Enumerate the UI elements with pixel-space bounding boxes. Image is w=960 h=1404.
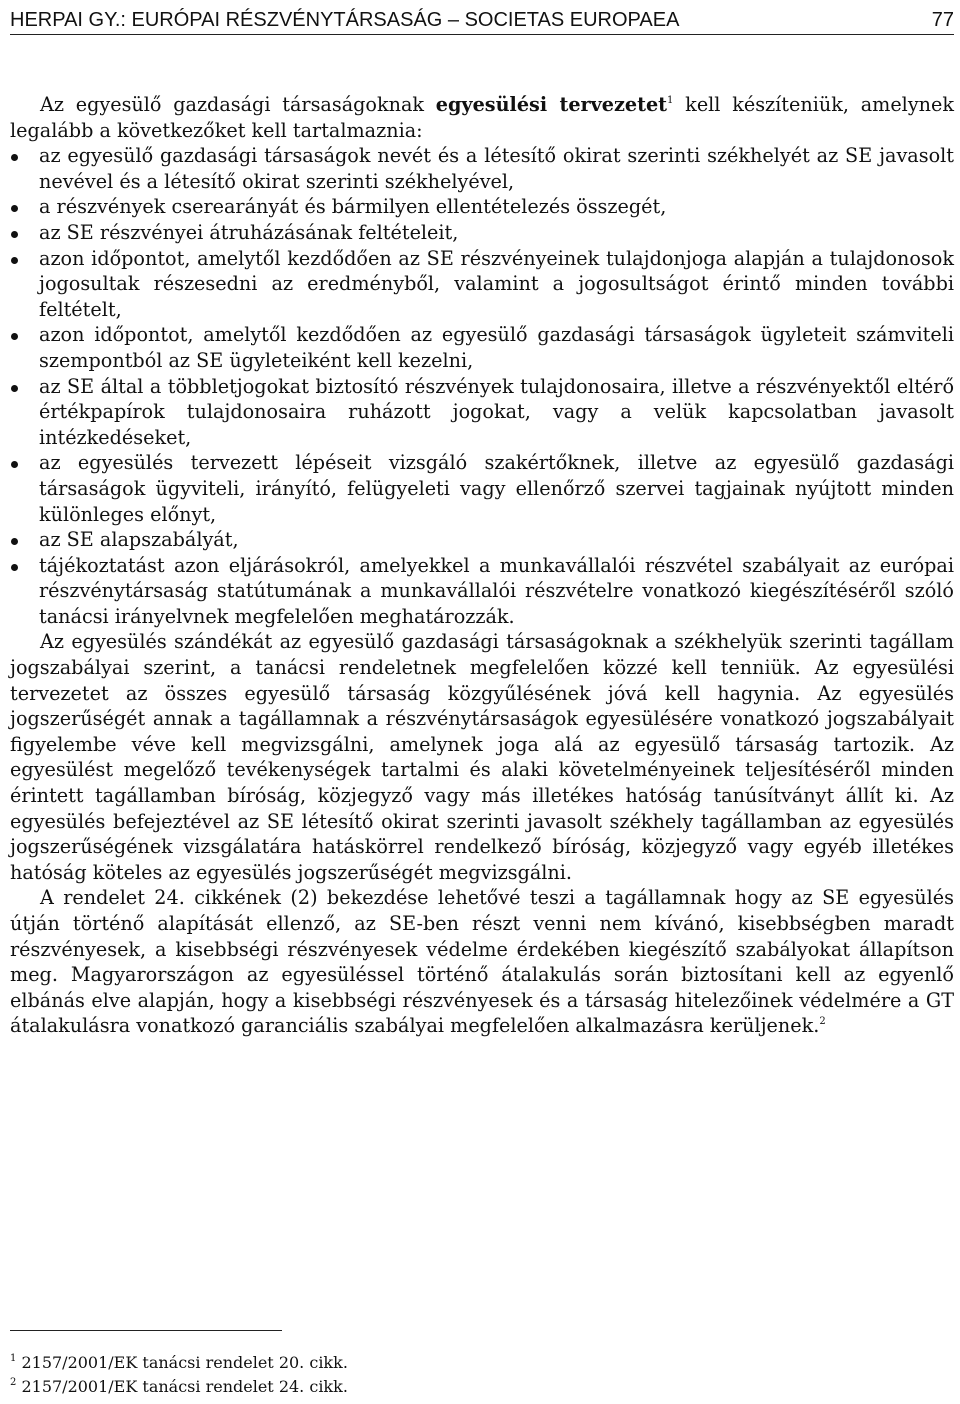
footnote-text: 2157/2001/EK tanácsi rendelet 24. cikk. (16, 1377, 348, 1396)
list-item-text: az egyesülés tervezett lépéseit vizsgáló szakértőknek, illetve az egyesülő gazdasági társaságok ügyviteli, irányító, felügyeleti vagy ellenőrző szervei tagjainak nyújtott minden különleges előnyt, (39, 451, 954, 526)
page-number: 77 (931, 9, 954, 31)
list-item (10, 246, 954, 323)
requirements-list (10, 143, 954, 629)
list-item (10, 322, 954, 373)
minority-paragraph-text: A rendelet 24. cikkének (2) bekezdése lehetővé teszi a tagállamnak hogy az SE egyesülés útján történő alapítását ellenző, az SE-ben részt venni nem kívánó, kisebbségben maradt részvényesek, a kisebbségi részvényesek védelme érdekében kiegészítő szabályokat állapítson meg. Magyarországon az egyesüléssel történő átalakulás során biztosítani kell az egyenlő elbánás elve alapján, hogy a kisebbségi részvényesek és a társaság hitelezőinek védelmére a GT átalakulásra vonatkozó garanciális szabályai megfelelően alkalmazásra kerüljenek. (10, 886, 954, 1038)
list-item-text: azon időpontot, amelytől kezdődően az SE részvényeinek tulajdonjoga alapján a tulajdonosok jogosultak részesedni az eredményből, valamint a jogosultságot érintő minden további feltételt, (39, 246, 954, 321)
page-header (10, 4, 954, 35)
list-item-text: a részvények cserearányát és bármilyen ellentételezés összegét, (39, 195, 667, 219)
list-item-text: azon időpontot, amelytől kezdődően az egyesülő gazdasági társaságok ügyleteit számviteli szempontból az SE ügyleteiként kell kezelni, (39, 323, 954, 372)
running-title: HERPAI GY.: EURÓPAI RÉSZVÉNYTÁRSASÁG – SOCIETAS EUROPAEA (10, 9, 680, 31)
list-item (10, 374, 954, 451)
footnote-1 (10, 1351, 954, 1375)
footnotes (10, 1351, 954, 1399)
bullet-icon (11, 385, 18, 392)
bullet-icon (11, 538, 18, 545)
list-item (10, 143, 954, 194)
intro-text-end: kell készíteniük, amelynek legalább a következőket kell tartalmaznia: (10, 93, 954, 142)
list-item-text: az egyesülő gazdasági társaságok nevét és a létesítő okirat szerinti székhelyét az SE javasolt nevével és a létesítő okirat szerinti székhelyével, (39, 144, 954, 193)
list-item (10, 553, 954, 630)
bullet-icon (11, 564, 18, 571)
minority-paragraph (10, 885, 954, 1039)
bullet-icon (11, 231, 18, 238)
footnote-mark: 2 (10, 1377, 17, 1388)
footnote-text: 2157/2001/EK tanácsi rendelet 20. cikk. (16, 1353, 348, 1372)
intro-text: Az egyesülő gazdasági társaságoknak (40, 93, 436, 116)
bullet-icon (11, 154, 18, 161)
bullet-icon (11, 205, 18, 212)
footnote-ref-2: 2 (819, 1016, 826, 1028)
list-item (10, 220, 954, 246)
footnote-divider (10, 1330, 282, 1331)
bullet-icon (11, 257, 18, 264)
list-item (10, 450, 954, 527)
list-item-text: az SE alapszabályát, (39, 528, 239, 552)
list-item (10, 527, 954, 553)
list-item-text: tájékoztatást azon eljárásokról, amelyekkel a munkavállalói részvétel szabályait az európai részvénytársaság statútumának a munkavállalói részvételre vonatkozó kiegészítéséről szóló tanácsi irányelvnek megfelelően meghatározzák. (39, 553, 954, 628)
list-item (10, 194, 954, 220)
main-text (10, 92, 954, 1039)
intro-paragraph (10, 92, 954, 143)
merger-paragraph: Az egyesülés szándékát az egyesülő gazdasági társaságoknak a székhelyük szerinti tagállam jogszabályai szerint, a tanácsi rendeletnek megfelelően közzé kell tenniük. Az egyesülési tervezetet az összes egyesülő társaság közgyűlésének jóvá kell hagynia. Az egyesülés jogszerűségét annak a tagállamnak a részvénytársaságok egyesülésére vonatkozó jogszabályait figyelembe véve kell megvizsgálni, amelynek joga alá az egyesülő társaság tartozik. Az egyesülést megelőző tevékenységek tartalmi és alaki követelményeinek teljesítéséről minden érintett tagállamban bíróság, közjegyző vagy más illetékes hatóság tanúsítványt állít ki. Az egyesülés befejeztével az SE létesítő okirat szerinti javasolt székhely tagállamban az egyesülés jogszerűségének vizsgálatára hatáskörrel rendelkező bíróság, közjegyző vagy egyéb illetékes hatóság köteles az egyesülés jogszerűségét megvizsgálni. (10, 630, 954, 884)
intro-bold-term: egyesülési tervezetet (435, 93, 668, 116)
list-item-text: az SE részvényei átruházásának feltételeit, (39, 220, 459, 244)
list-item-text: az SE által a többletjogokat biztosító részvények tulajdonosaira, illetve a részvényektől eltérő értékpapírok tulajdonosaira ruházott jogokat, vagy a velük kapcsolatban javasolt intézkedéseket, (39, 374, 954, 449)
bullet-icon (11, 333, 18, 340)
footnote-mark: 1 (10, 1353, 17, 1364)
footnote-2 (10, 1375, 954, 1399)
bullet-icon (11, 461, 18, 468)
footnote-ref-1: 1 (667, 95, 674, 106)
